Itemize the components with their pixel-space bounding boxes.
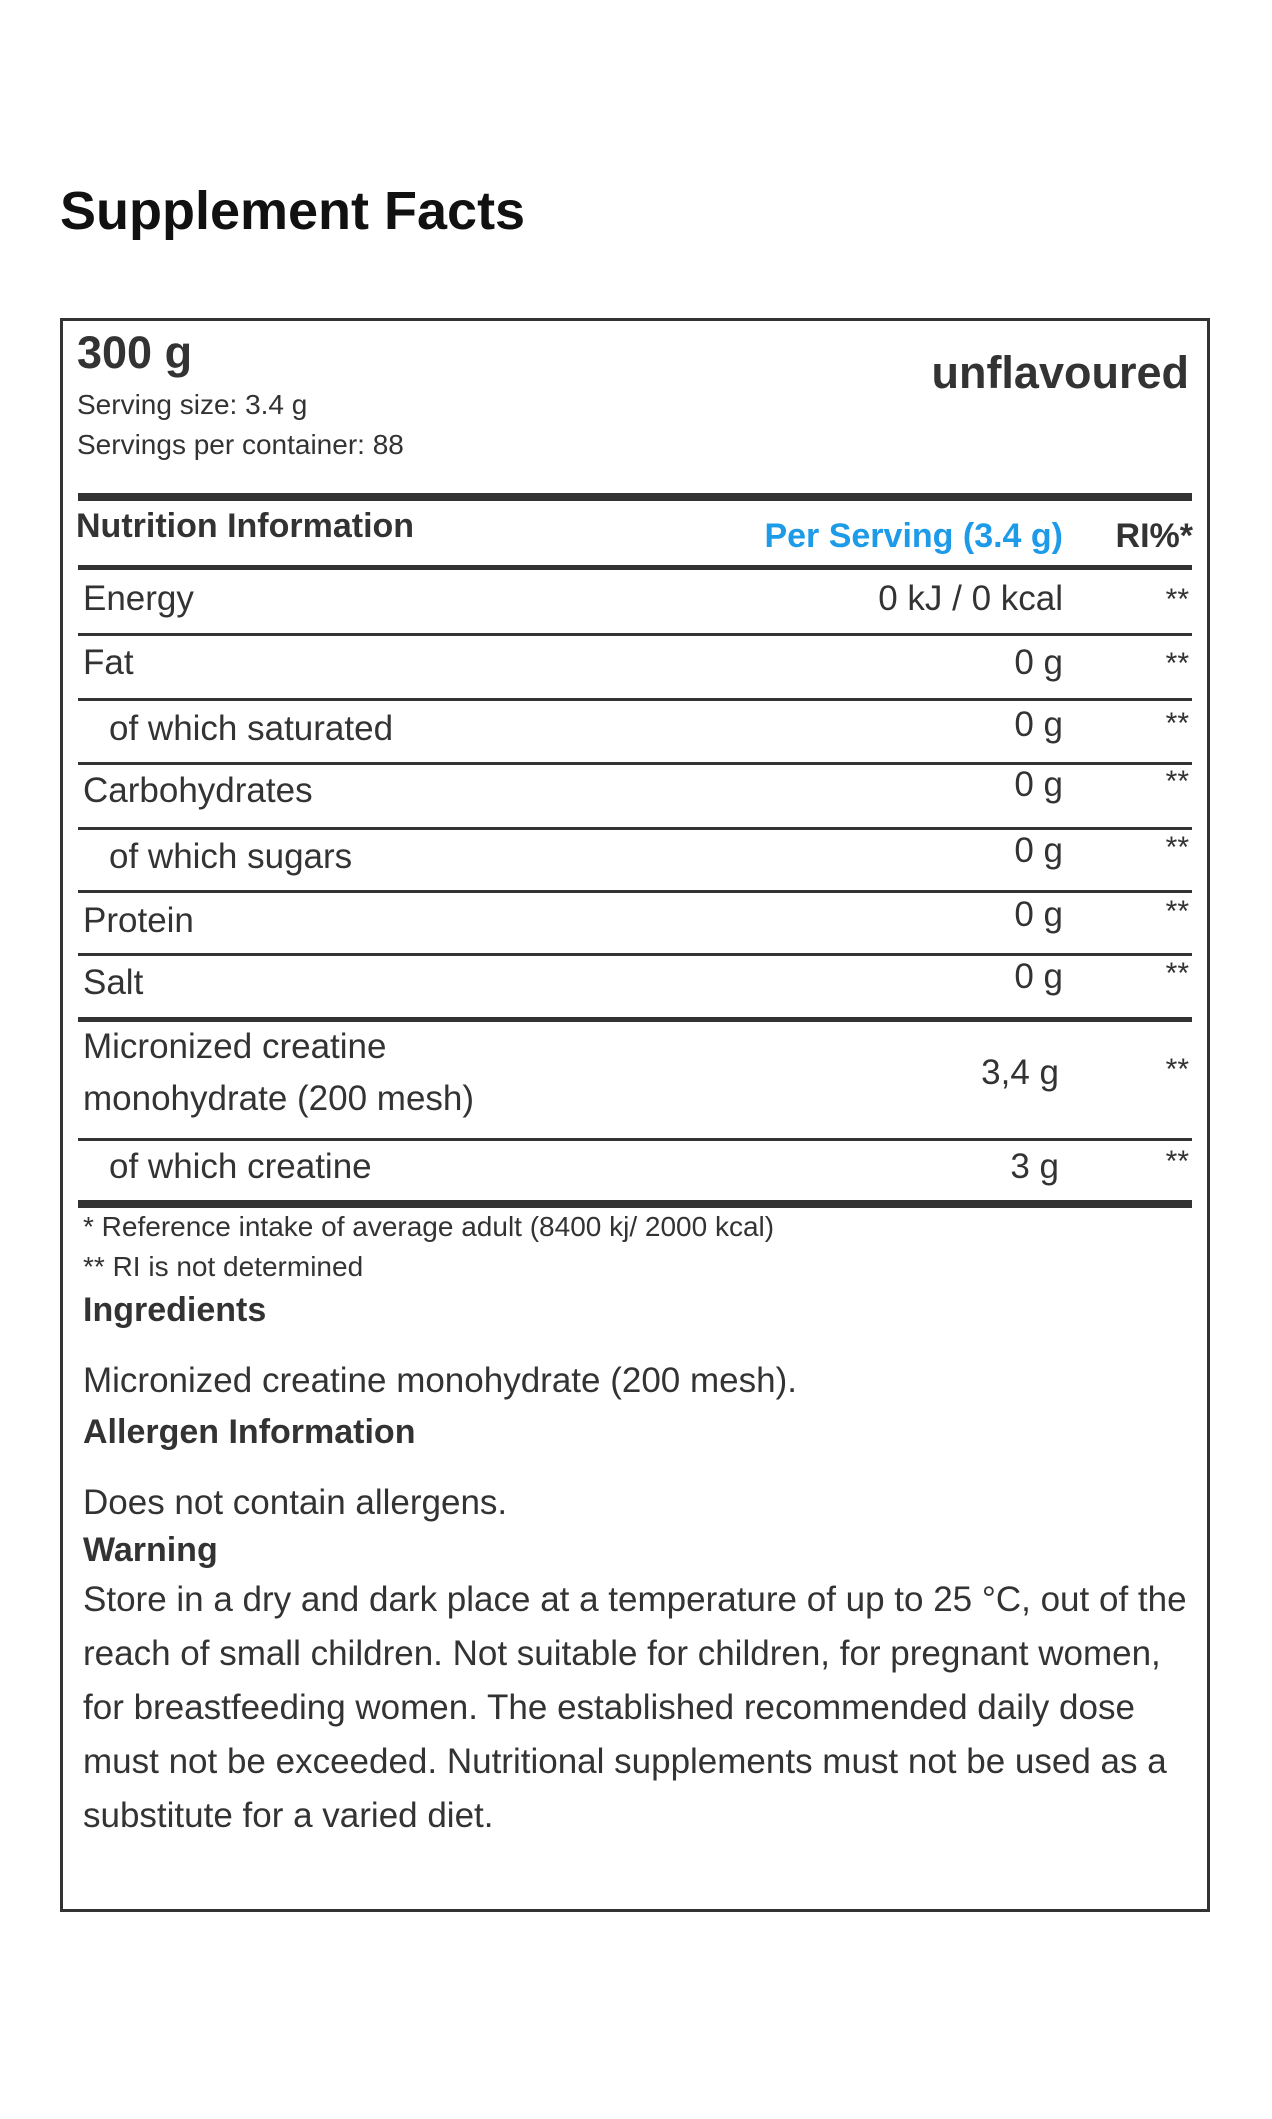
row-value-salt: 0 g bbox=[1014, 957, 1063, 996]
per-serving-heading: Per Serving (3.4 g) bbox=[764, 517, 1063, 555]
row-ri-creatine-monohydrate: ** bbox=[1165, 1053, 1189, 1086]
row-label-energy: Energy bbox=[83, 579, 194, 618]
row-label-creatine-monohydrate-line1: Micronized creatine bbox=[83, 1027, 387, 1066]
row-label-creatine-monohydrate-line2: monohydrate (200 mesh) bbox=[83, 1079, 475, 1118]
footnote-ri-not-determined: ** RI is not determined bbox=[83, 1251, 364, 1282]
flavour-label: unflavoured bbox=[931, 347, 1189, 398]
row-divider bbox=[78, 890, 1192, 893]
rule-bottom bbox=[78, 1200, 1192, 1208]
row-ri-protein: ** bbox=[1165, 895, 1189, 928]
row-value-creatine-monohydrate: 3,4 g bbox=[981, 1053, 1059, 1092]
package-weight: 300 g bbox=[77, 327, 193, 378]
allergen-heading: Allergen Information bbox=[83, 1413, 416, 1451]
supplement-facts-panel bbox=[60, 318, 1210, 1912]
row-divider bbox=[78, 633, 1192, 636]
row-value-sugars: 0 g bbox=[1014, 831, 1063, 870]
ri-percent-heading: RI%* bbox=[1115, 517, 1193, 555]
row-ri-salt: ** bbox=[1165, 957, 1189, 990]
row-value-protein: 0 g bbox=[1014, 895, 1063, 934]
row-label-saturated: of which saturated bbox=[109, 709, 394, 748]
rule-top bbox=[78, 493, 1192, 501]
nutrition-information-heading: Nutrition Information bbox=[76, 507, 415, 545]
page-title: Supplement Facts bbox=[60, 181, 526, 241]
row-label-carbohydrates: Carbohydrates bbox=[83, 771, 313, 810]
rule-header bbox=[78, 565, 1192, 570]
row-divider bbox=[78, 953, 1192, 956]
row-label-salt: Salt bbox=[83, 963, 144, 1002]
serving-size: Serving size: 3.4 g bbox=[77, 389, 308, 420]
row-value-carbohydrates: 0 g bbox=[1014, 765, 1063, 804]
warning-heading: Warning bbox=[83, 1531, 218, 1569]
row-value-energy: 0 kJ / 0 kcal bbox=[878, 579, 1063, 618]
row-value-creatine: 3 g bbox=[1010, 1147, 1059, 1186]
ingredients-text: Micronized creatine monohydrate (200 mesh). bbox=[83, 1361, 797, 1400]
row-divider bbox=[78, 1138, 1192, 1141]
row-label-sugars: of which sugars bbox=[109, 837, 353, 876]
footnote-ri-reference: * Reference intake of average adult (8400 kj/ 2000 kcal) bbox=[83, 1211, 775, 1242]
servings-per-container: Servings per container: 88 bbox=[77, 429, 404, 460]
row-ri-saturated: ** bbox=[1165, 707, 1189, 740]
row-label-protein: Protein bbox=[83, 901, 194, 940]
row-divider bbox=[78, 827, 1192, 830]
row-ri-sugars: ** bbox=[1165, 831, 1189, 864]
row-ri-carbohydrates: ** bbox=[1165, 765, 1189, 798]
row-divider-thick bbox=[78, 1017, 1192, 1022]
row-value-fat: 0 g bbox=[1014, 643, 1063, 682]
row-value-saturated: 0 g bbox=[1014, 705, 1063, 744]
row-divider bbox=[78, 698, 1192, 701]
row-ri-energy: ** bbox=[1165, 583, 1189, 616]
row-label-fat: Fat bbox=[83, 643, 134, 682]
warning-text: Store in a dry and dark place at a temperature of up to 25 °C, out of the reach of small children. Not suitable for children, for pregnant women, for breastfeeding women. The established recommended daily dose must not be exceeded. Nutritional supplements must not be used as a substitute for a varied diet. bbox=[83, 1580, 1187, 1835]
row-ri-creatine: ** bbox=[1165, 1145, 1189, 1178]
row-ri-fat: ** bbox=[1165, 647, 1189, 680]
row-label-creatine: of which creatine bbox=[109, 1147, 372, 1186]
ingredients-heading: Ingredients bbox=[83, 1291, 267, 1329]
allergen-text: Does not contain allergens. bbox=[83, 1483, 508, 1522]
